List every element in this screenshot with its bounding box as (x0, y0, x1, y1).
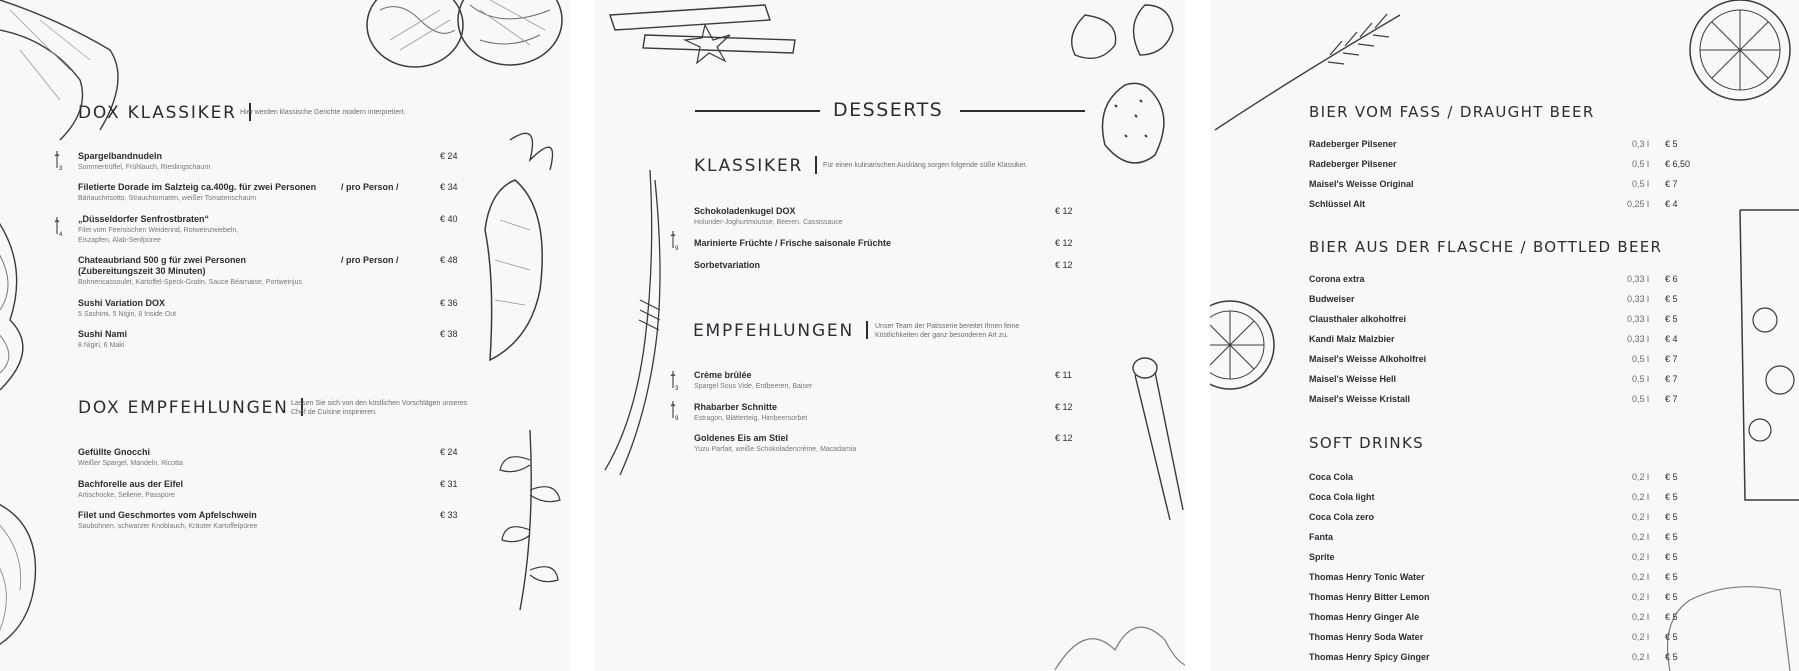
section-title-flasche: BIER AUS DER FLASCHE / BOTTLED BEER (1309, 238, 1663, 256)
menu-item: Chateaubriand 500 g für zwei Personen (Zubereitungszeit 30 Minuten) Bohnencassoulet, Kartoffel-Speck-Gratin, Sauce Béarnaise, Portweinjus (78, 255, 302, 286)
menu-item: Filetierte Dorade im Salzteig ca.400g. für zwei Personen Bärlauchrisotto, Strauchtomaten, weißer Tomatenschaum (78, 182, 317, 202)
menu-item-price: € 12 (1055, 238, 1073, 248)
truffle-sketch-icon (360, 0, 570, 70)
leaf-sketch-icon (0, 0, 140, 150)
menu-item-price: € 48 (440, 255, 458, 265)
wine-glass-pairing-icon (670, 370, 680, 392)
page-title: DESSERTS (833, 99, 944, 121)
section-intro-empfehlungen: Unser Team der Patisserie bereitet Ihnen feine Köstlichkeiten der ganz besonderen Art zu. (875, 323, 1020, 339)
menu-item-price: € 31 (440, 479, 458, 489)
menu-item: Filet und Geschmortes vom Apfelschwein Saubohnen, schwarzer Knoblauch, Kräuter Kartoffelpüree (78, 510, 258, 530)
menu-item: Sushi Nami 8 Nigiri, 6 Maki (78, 329, 128, 349)
menu-item-price: € 34 (440, 182, 458, 192)
menu-item: Goldenes Eis am Stiel Yuzu Parfait, weiße Schokoladencrème, Macadamia (694, 433, 857, 453)
menu-item-price: € 24 (440, 447, 458, 457)
menu-item: Rhabarber Schnitte Estragon, Blätterteig, Himbeersorbet (694, 402, 808, 422)
title-rule-left (695, 110, 820, 112)
artichoke-sketch-icon (0, 480, 50, 660)
menu-item-price: € 36 (440, 298, 458, 308)
menu-item: Sorbetvariation (694, 260, 761, 270)
menu-item: Gefüllte Gnocchi Weißer Spargel, Mandeln, Ricotta (78, 447, 183, 467)
svg-text:4: 4 (59, 232, 63, 238)
svg-text:9: 9 (675, 416, 679, 422)
section-title-soft-drinks: SOFT DRINKS (1309, 434, 1424, 452)
wine-glass-pairing-icon (670, 400, 680, 422)
menu-item-price: € 24 (440, 151, 458, 161)
wine-glass-pairing-icon (54, 216, 64, 238)
cinnamon-star-anise-sketch-icon (605, 0, 805, 65)
lemon-slice-sketch-icon (1210, 295, 1280, 395)
wine-glass-pairing-icon (54, 150, 64, 172)
menu-item: Sushi Variation DOX 5 Sashimi, 5 Nigiri, 8 Inside Out (78, 298, 177, 318)
carrot-sketch-icon (470, 120, 570, 370)
menu-item-price: € 12 (1055, 402, 1073, 412)
section-intro-klassiker: Für einen kulinarischen Ausklang sorgen folgende süße Klassiker. (823, 162, 1028, 169)
menu-item-price: € 38 (440, 329, 458, 339)
menu-item-price: € 12 (1055, 433, 1073, 443)
svg-text:9: 9 (675, 246, 679, 252)
menu-item: Schokoladenkugel DOX Holunder-Joghurtmousse, Beeren, Cassissauce (694, 206, 843, 226)
menu-item-price: € 40 (440, 214, 458, 224)
menu-page-beverages: BIER VOM FASS / DRAUGHT BEER Radeberger Pilsener 0,3 l € 5 Radeberger Pilsener 0,5 l € 6,50 Maisel's Weisse Original 0,5 l € 7 Schlüssel Alt 0,25 l € 4 BIER AUS DER FLASCHE / BOTTLED BEER Corona extra 0,33 l € 6 Budweiser 0,33 l € 5 Clausthaler alkoholfrei 0,33 l € 5 Kandi Malz Malzbier 0,33 l € 4 Maisel's Weisse Alkoholfrei 0,5 l € 7 Maisel's Weisse Hell 0,5 l € 7 Maisel's Weisse Kristall 0,5 l € 7 SOFT DRINKS Coca Cola 0,2 l € 5 Coca Cola light 0,2 l € 5 Coca Cola zero 0,2 l € 5 Fanta 0,2 l € 5 Sprite 0,2 l € 5 Thomas Henry Tonic Water 0,2 l € 5 Thomas Henry Bitter Lemon 0,2 l € 5 Thomas Henry Ginger Ale 0,2 l € 5 Thomas Henry Soda Water 0,2 l € 5 Thomas Henry Spicy Ginger 0,2 l € 5 (1210, 0, 1799, 671)
svg-text:3: 3 (59, 166, 63, 172)
menu-item: Crème brûlée Spargel Sous Vide, Erdbeeren, Baiser (694, 370, 813, 390)
section-title-fass: BIER VOM FASS / DRAUGHT BEER (1309, 103, 1595, 121)
title-rule-right (960, 110, 1085, 112)
menu-item-price: € 11 (1055, 370, 1072, 380)
section-title-empfehlungen: EMPFEHLUNGEN (693, 321, 878, 341)
menu-item: „Düsseldorfer Senfrostbraten“ Filet vom Feersischen Weiderind, Rotweinzwiebeln, Eiszapfen, Alab-Senfpüree (78, 214, 239, 244)
menu-page-main-dishes (0, 0, 570, 671)
glass-sketch-icon (1730, 200, 1799, 520)
menu-item: Marinierte Früchte / Frische saisonale Früchte (694, 238, 892, 248)
strawberry-sketch-icon (1055, 0, 1185, 185)
menu-page-desserts (595, 0, 1185, 671)
section-title-klassiker: KLASSIKER (694, 156, 827, 176)
menu-item-note: / pro Person / (341, 255, 399, 265)
menu-item: Spargelbandnudeln Sommertrüffel, Frühlauch, Rieslingschaum (78, 151, 211, 171)
svg-text:3: 3 (675, 386, 679, 392)
menu-item-price: € 12 (1055, 206, 1073, 216)
artichoke-sketch-icon (0, 200, 50, 400)
wine-glass-pairing-icon (670, 230, 680, 252)
section-title-empfehlungen: DOX EMPFEHLUNGEN (78, 398, 313, 418)
section-intro-klassiker: Hier werden klassische Gerichte modern interpretiert. (240, 109, 406, 116)
section-title-klassiker: DOX KLASSIKER (78, 103, 261, 123)
menu-item: Bachforelle aus der Eifel Artischocke, Sellerie, Passpüre (78, 479, 184, 499)
menu-item-price: € 33 (440, 510, 458, 520)
leaf-sketch-icon (1035, 600, 1185, 671)
vanilla-pod-sketch-icon (595, 160, 665, 480)
menu-item-price: € 12 (1055, 260, 1073, 270)
herb-sprig-sketch-icon (490, 420, 570, 620)
section-intro-empfehlungen: Lassen Sie sich von den köstlichen Vorschlägen unseres Chef de Cuisine inspirieren. (291, 400, 468, 416)
cinnamon-stick-sketch-icon (1125, 350, 1185, 530)
menu-item-note: / pro Person / (341, 182, 399, 192)
lemon-slice-sketch-icon (1670, 0, 1799, 115)
